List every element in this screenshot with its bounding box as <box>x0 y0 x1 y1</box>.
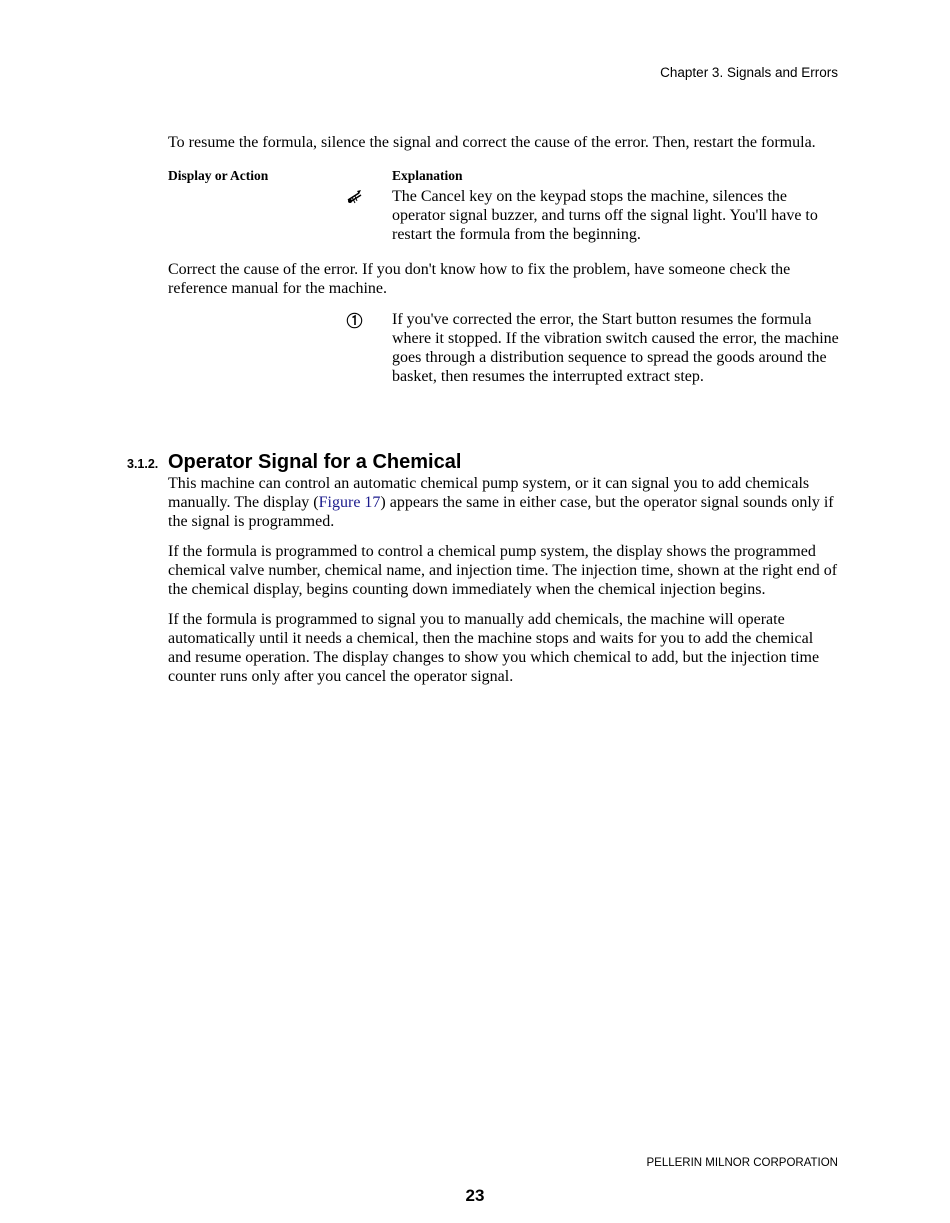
paragraph-text: ) appears the same in either case, but the operator signal sounds only if the signal is programmed. <box>168 494 834 530</box>
figure-17-link[interactable]: Figure 17 <box>318 494 381 511</box>
icon-cell <box>168 310 392 330</box>
cancel-explanation: The Cancel key on the keypad stops the machine, silences the operator signal buzzer, and turns off the signal light. You'll have to restart the formula from the beginning. <box>392 188 818 243</box>
table-header <box>168 168 840 184</box>
paragraph-text: This machine can control an automatic chemical pump system, or it can signal you to add chemicals manually. The display ( <box>168 475 810 511</box>
section-heading <box>127 451 840 474</box>
table-row-start <box>168 310 840 386</box>
correct-paragraph: Correct the cause of the error. If you don't know how to fix the problem, have someone check the reference manual for the machine. <box>168 261 791 297</box>
main-content <box>168 133 840 402</box>
section-paragraph-3: If the formula is programmed to signal you to manually add chemicals, the machine will operate automatically until it needs a chemical, then the machine stops and waits for you to add the chemical and resume operation. The display changes to show you which chemical to add, but the injection time counter runs only after you cancel the operator signal. <box>168 611 820 685</box>
table-row-cancel <box>168 187 840 244</box>
column-header-explanation: Explanation <box>392 168 463 183</box>
column-header-display: Display or Action <box>168 168 269 183</box>
footer-corporation: PELLERIN MILNOR CORPORATION <box>646 1157 838 1169</box>
section-body <box>168 474 840 686</box>
section-paragraph-2: If the formula is programmed to control a chemical pump system, the display shows the programmed chemical valve number, chemical name, and injection time. The injection time, shown at the right end of the chemical display, begins counting down immediately when the chemical injection begins. <box>168 543 838 598</box>
section-paragraph-1 <box>168 474 840 531</box>
icon-cell <box>168 187 392 207</box>
section-title: Operator Signal for a Chemical <box>168 451 462 473</box>
page-number: 23 <box>465 1186 485 1205</box>
section-number: 3.1.2. <box>127 457 159 471</box>
section-3-1-2 <box>127 451 840 697</box>
intro-paragraph: To resume the formula, silence the signal and correct the cause of the error. Then, restart the formula. <box>168 134 816 151</box>
start-button-icon <box>346 312 363 329</box>
cancel-key-icon <box>346 189 364 205</box>
running-header: Chapter 3. Signals and Errors <box>660 65 838 80</box>
start-explanation: If you've corrected the error, the Start button resumes the formula where it stopped. If the vibration switch caused the error, the machine goes through a distribution sequence to spread the goods around the basket, then resumes the interrupted extract step. <box>392 311 839 385</box>
